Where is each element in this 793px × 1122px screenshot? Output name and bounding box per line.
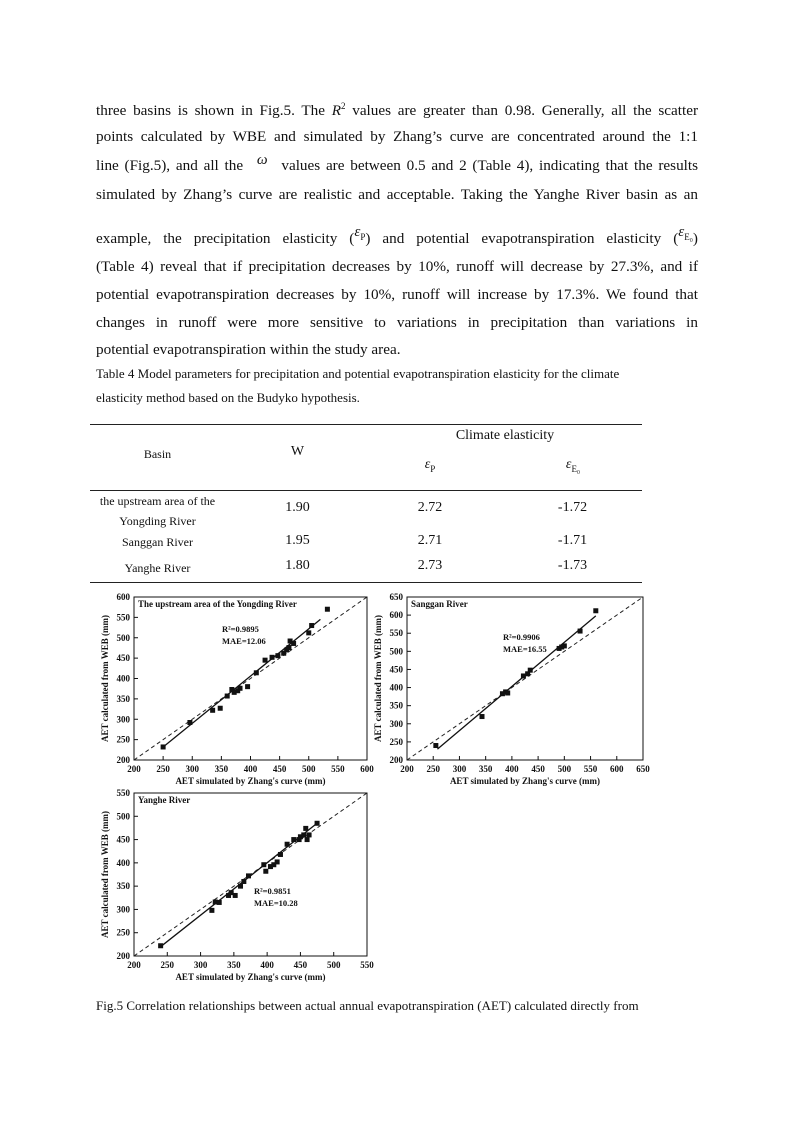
data-point [158, 943, 163, 948]
plot-title: Sanggan River [411, 599, 468, 609]
table-cell-ep: 2.71 [417, 533, 443, 548]
paragraph-line-6: (Table 4) reveal that if precipitation decreases by 10%, runoff will decrease by 27.3%, and if [96, 258, 698, 275]
data-point [528, 668, 533, 673]
x-tick-label: 550 [583, 764, 598, 774]
data-point [238, 686, 243, 691]
y-tick-label: 250 [116, 734, 130, 745]
y-tick-label: 400 [389, 682, 403, 693]
data-point [286, 645, 291, 650]
x-tick-label: 450 [272, 764, 287, 774]
x-axis-label: AET simulated by Zhang's curve (mm) [449, 776, 601, 786]
data-point [246, 873, 251, 878]
paragraph-line-7: potential evapotranspiration decreases by 10%, runoff will increase by 17.3%. We found that [96, 286, 698, 303]
text-fragment: three basins is shown in Fig.5. The [96, 102, 325, 120]
mae-label: MAE=12.06 [222, 636, 266, 646]
one-to-one-line [407, 597, 643, 760]
data-point [275, 859, 280, 864]
x-tick-label: 200 [127, 960, 141, 970]
data-point [278, 852, 283, 857]
data-point [225, 694, 230, 699]
x-tick-label: 350 [214, 764, 229, 774]
x-tick-label: 250 [426, 764, 440, 774]
data-point [505, 690, 510, 695]
y-axis-label: AET calculated from WEB (mm) [100, 615, 110, 742]
text-fragment: ) and potential evapotranspiration elasticity ( [365, 230, 679, 247]
y-tick-label: 500 [116, 811, 130, 822]
paragraph-line-9: potential evapotranspiration within the study area. [96, 341, 401, 358]
r-squared-symbol: $R^2$ [331, 101, 346, 120]
one-to-one-line [134, 597, 367, 760]
table-caption-line-1: Table 4 Model parameters for precipitation and potential evapotranspiration elasticity for the climate [96, 366, 620, 381]
basin-name-line: Yongding River [119, 514, 196, 528]
x-tick-label: 350 [478, 764, 493, 774]
y-tick-label: 300 [116, 714, 130, 725]
data-point [562, 643, 567, 648]
table-top-rule [90, 424, 642, 425]
epsilon-e0-symbol: $\varepsilon_{E_0}$ [678, 223, 693, 243]
data-point [325, 607, 330, 612]
paragraph-line-3 [96, 151, 699, 175]
x-tick-label: 600 [360, 764, 374, 774]
y-tick-label: 500 [116, 632, 130, 643]
data-point [209, 908, 214, 913]
text-fragment: example, the precipitation elasticity ( [96, 230, 355, 247]
mae-label: MAE=16.55 [503, 644, 547, 654]
data-point [309, 623, 314, 628]
paragraph-line-5 [96, 223, 698, 249]
header-w: W [290, 444, 305, 459]
data-point [315, 821, 320, 826]
x-tick-label: 550 [360, 960, 374, 970]
table-row-basin: Sanggan River [122, 535, 193, 549]
r-squared-label: R²=0.9895 [222, 624, 259, 634]
data-point [187, 720, 192, 725]
table-bottom-rule [90, 582, 642, 583]
figure-5 [0, 585, 793, 1005]
y-tick-label: 550 [389, 628, 403, 639]
text-fragment: values are between 0.5 and 2 (Table 4), indicating that the results [281, 157, 699, 174]
text-fragment: line (Fig.5), and all the [96, 157, 244, 174]
paragraph-line-8: changes in runoff were more sensitive to variations in precipitation than variations in [96, 314, 698, 331]
y-tick-label: 450 [116, 653, 130, 664]
data-point [285, 842, 290, 847]
y-tick-label: 200 [116, 755, 130, 765]
table-cell-ep: 2.72 [417, 500, 443, 515]
r-squared-label: R²=0.9851 [254, 886, 291, 896]
plot-title: Yanghe River [138, 795, 191, 805]
data-point [307, 832, 312, 837]
y-tick-label: 200 [389, 755, 403, 765]
table-cell-ee: -1.72 [557, 500, 588, 515]
text-fragment: values are greater than 0.98. Generally, all the scatter [352, 102, 698, 120]
data-point [241, 879, 246, 884]
x-tick-label: 600 [610, 764, 624, 774]
y-tick-label: 300 [389, 718, 403, 729]
x-tick-label: 350 [227, 960, 241, 970]
x-tick-label: 300 [185, 764, 199, 774]
x-axis-label: AET simulated by Zhang's curve (mm) [175, 972, 326, 982]
x-tick-label: 500 [557, 764, 572, 774]
y-tick-label: 250 [389, 736, 403, 747]
x-tick-label: 300 [193, 960, 208, 970]
table-cell-ee: -1.73 [557, 558, 588, 573]
data-point [263, 658, 268, 663]
y-tick-label: 300 [116, 904, 130, 915]
text-fragment: ) [692, 230, 698, 247]
y-tick-label: 350 [389, 700, 403, 711]
x-tick-label: 250 [156, 764, 170, 774]
data-point [261, 862, 266, 867]
x-axis-label: AET simulated by Zhang's curve (mm) [175, 776, 326, 786]
y-tick-label: 400 [116, 857, 130, 868]
data-point [306, 630, 311, 635]
epsilon-p-symbol: $\varepsilon_P$ [354, 223, 366, 243]
data-point [479, 714, 484, 719]
table-cell-ee: -1.71 [557, 533, 588, 548]
y-tick-label: 200 [116, 951, 130, 961]
y-tick-label: 450 [389, 664, 403, 675]
y-tick-label: 500 [389, 646, 403, 657]
data-point [433, 743, 438, 748]
x-tick-label: 400 [505, 764, 519, 774]
x-tick-label: 300 [452, 764, 467, 774]
y-tick-label: 350 [116, 881, 130, 892]
paragraph-line-4: simulated by Zhang’s curve are realistic and acceptable. Taking the Yanghe River basin as an [96, 186, 698, 203]
table-row-basin [90, 491, 225, 531]
y-tick-label: 650 [389, 592, 403, 602]
y-tick-label: 400 [116, 673, 130, 684]
x-tick-label: 500 [302, 764, 316, 774]
x-tick-label: 200 [400, 764, 414, 774]
x-tick-label: 400 [243, 764, 258, 774]
header-epsilon-p: $\varepsilon_P$ [424, 457, 436, 474]
x-tick-label: 250 [160, 960, 175, 970]
y-tick-label: 600 [116, 592, 130, 602]
data-point [301, 832, 306, 837]
paragraph-line-2: points calculated by WBE and simulated by Zhang’s curve are concentrated around the 1:1 [96, 128, 698, 145]
y-tick-label: 350 [116, 693, 130, 704]
x-tick-label: 200 [127, 764, 141, 774]
data-point [210, 708, 215, 713]
header-epsilon-e0: $\varepsilon_{E_0}$ [565, 457, 581, 474]
data-point [217, 900, 222, 905]
table-row-basin: Yanghe River [124, 561, 191, 575]
data-point [270, 655, 275, 660]
basin-name-line: the upstream area of the [99, 494, 216, 508]
x-tick-label: 400 [260, 960, 274, 970]
y-axis-label: AET calculated from WEB (mm) [373, 615, 383, 742]
header-basin: Basin [143, 447, 172, 461]
r-squared-label: R²=0.9906 [503, 632, 540, 642]
y-tick-label: 450 [116, 834, 130, 845]
data-point [233, 893, 238, 898]
data-point [263, 869, 268, 874]
x-tick-label: 450 [531, 764, 545, 774]
data-point [291, 837, 296, 842]
data-point [218, 706, 223, 711]
x-tick-label: 650 [636, 764, 650, 774]
data-point [593, 608, 598, 613]
table-cell-w: 1.90 [285, 500, 310, 515]
data-point [238, 884, 243, 889]
x-tick-label: 450 [293, 960, 308, 970]
omega-symbol: ω [256, 151, 268, 168]
data-point [578, 629, 583, 634]
table-cell-w: 1.80 [285, 558, 310, 573]
data-point [303, 826, 308, 831]
mae-label: MAE=10.28 [254, 898, 298, 908]
table-caption-line-2: elasticity method based on the Budyko hypothesis. [96, 390, 360, 405]
data-point [275, 653, 280, 658]
y-axis-label: AET calculated from WEB (mm) [100, 811, 110, 938]
x-tick-label: 500 [326, 960, 341, 970]
y-tick-label: 600 [389, 610, 403, 621]
y-tick-label: 550 [116, 612, 130, 623]
data-point [291, 641, 296, 646]
paragraph-line-1 [96, 101, 698, 120]
plot-title: The upstream area of the Yongding River [138, 599, 297, 609]
figure-caption: Fig.5 Correlation relationships between actual annual evapotranspiration (AET) calculated directly from [96, 998, 639, 1013]
data-point [161, 744, 166, 749]
x-tick-label: 550 [331, 764, 345, 774]
table-cell-ep: 2.73 [417, 558, 443, 573]
data-point [305, 837, 310, 842]
header-climate-elasticity: Climate elasticity [455, 428, 555, 443]
table-cell-w: 1.95 [285, 533, 310, 548]
y-tick-label: 250 [116, 927, 130, 938]
y-tick-label: 550 [116, 788, 130, 798]
table-caption [96, 362, 696, 410]
data-point [254, 670, 259, 675]
data-point [245, 684, 250, 689]
